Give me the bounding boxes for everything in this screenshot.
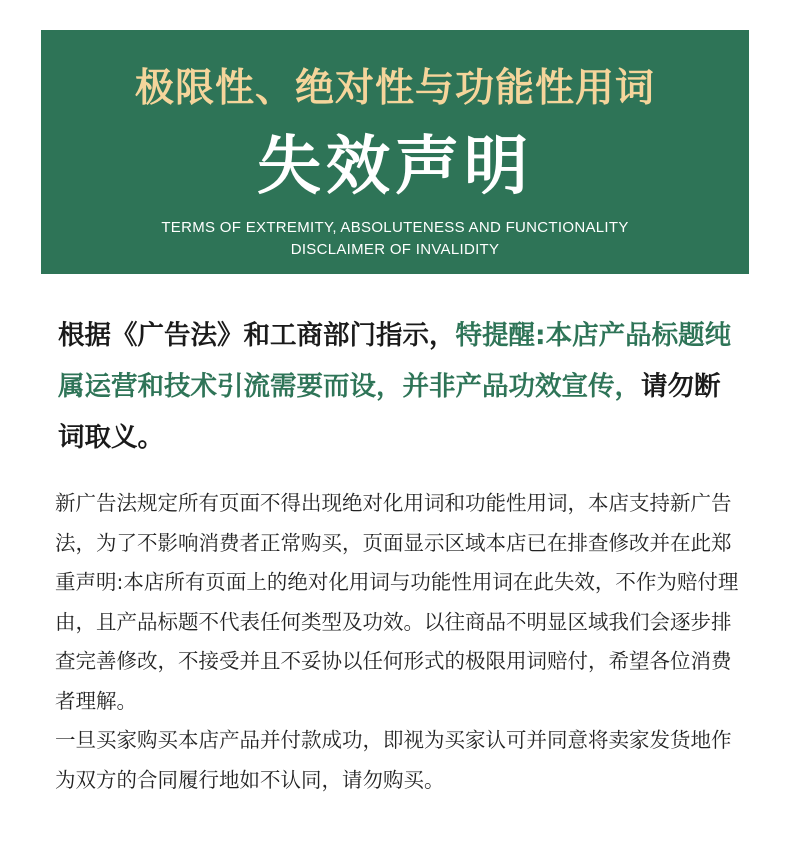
notice-statement [58, 310, 738, 463]
banner-english-line-1: TERMS OF EXTREMITY, ABSOLUTENESS AND FUNCTIONALITY [161, 219, 629, 236]
notice-part-3: 请勿断词取义。 [58, 371, 721, 453]
notice-part-1: 根据《广告法》和工商部门指示， [58, 320, 456, 351]
header-banner [41, 30, 749, 274]
disclaimer-body [55, 484, 745, 800]
disclaimer-paragraph-1: 新广告法规定所有页面不得出现绝对化用词和功能性用词，本店支持新广告法，为了不影响消费者正常购买，页面显示区域本店已在排查修改并在此郑重声明:本店所有页面上的绝对化用词与功能性用词在此失效，不作为赔付理由，且产品标题不代表任何类型及功效。以往商品不明显区域我们会逐步排查完善修改，不接受并且不妥协以任何形式的极限用词赔付，希望各位消费者理解。 [55, 491, 739, 713]
disclaimer-paragraph-2: 一旦买家购买本店产品并付款成功，即视为买家认可并同意将卖家发货地作为双方的合同履行地如不认同，请勿购买。 [55, 728, 732, 792]
banner-subtitle: 极限性、绝对性与功能性用词 [134, 66, 655, 111]
banner-title: 失效声明 [257, 130, 533, 204]
banner-english-caption [41, 217, 749, 261]
notice-highlight: 特提醒:本店产品标题纯属运营和技术引流需要而设，并非产品功效宣传， [58, 320, 732, 402]
banner-english-line-2: DISCLAIMER OF INVALIDITY [290, 241, 500, 258]
